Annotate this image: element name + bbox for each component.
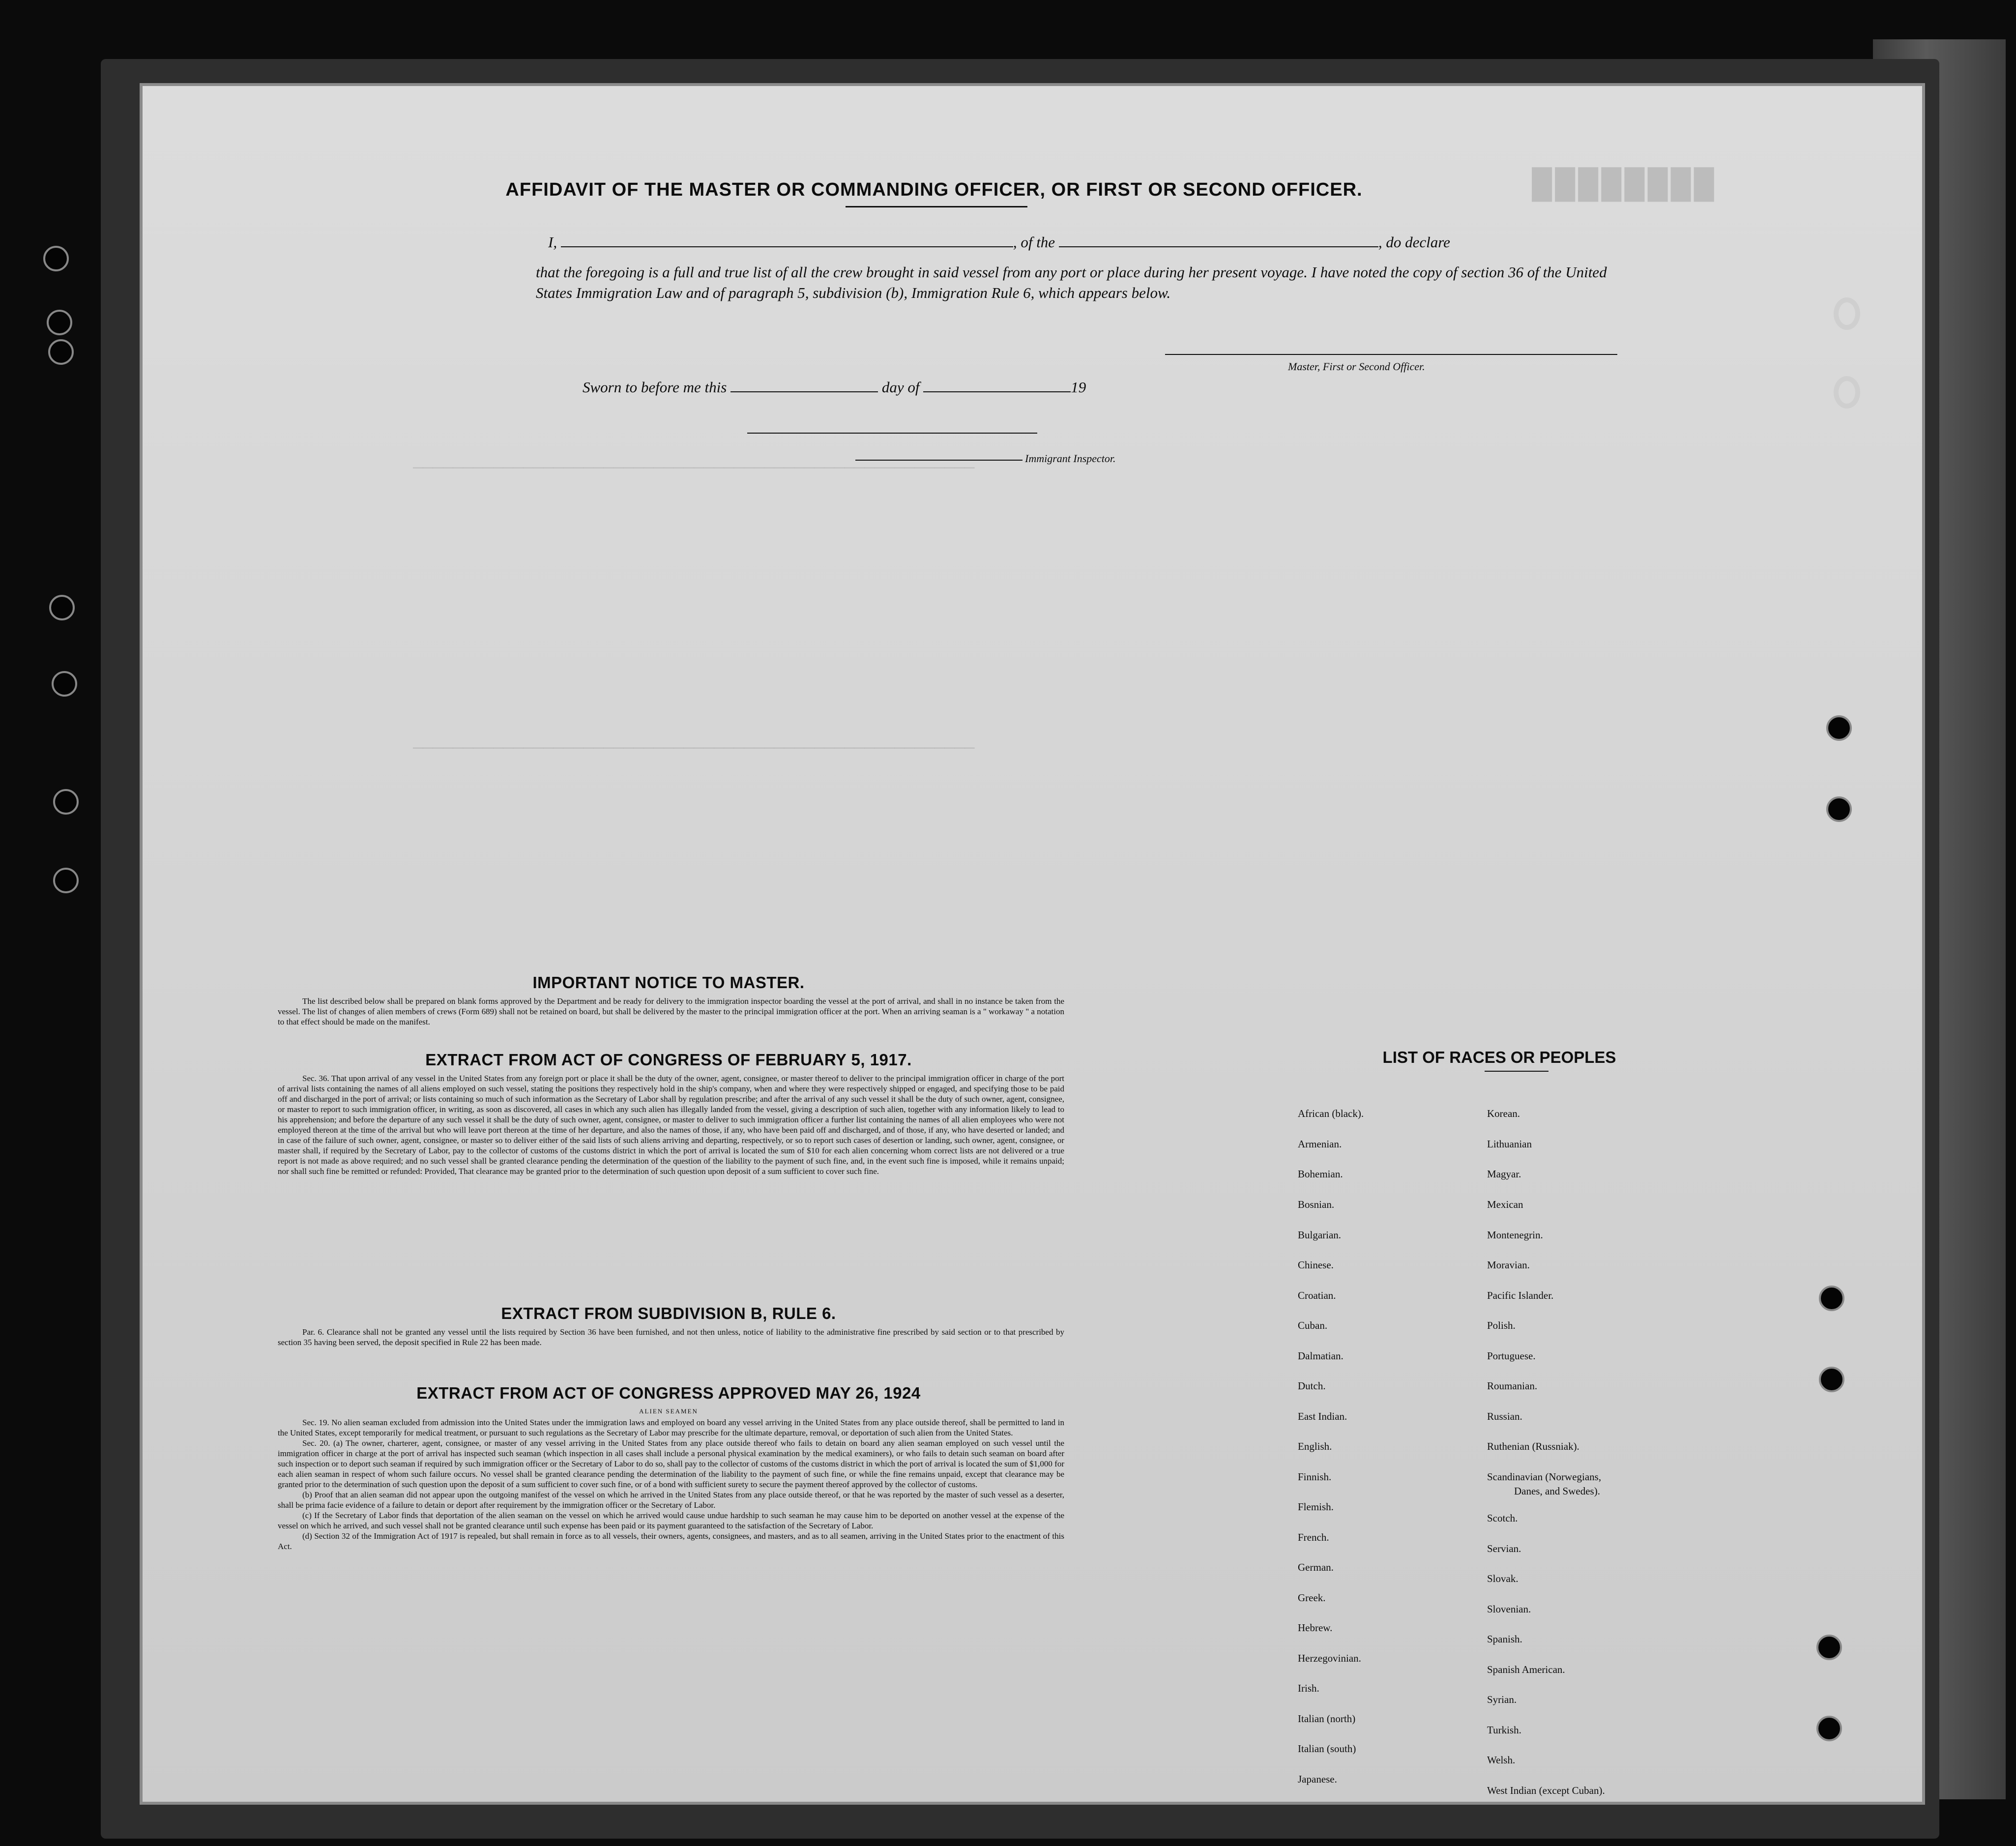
sworn-month-blank[interactable] bbox=[923, 379, 1071, 392]
race-item: Scandinavian (Norwegians, bbox=[1487, 1471, 1602, 1483]
race-item: German. bbox=[1298, 1561, 1334, 1573]
race-item: East Indian. bbox=[1298, 1410, 1347, 1422]
affidavit-i-label: I, bbox=[548, 234, 557, 251]
race-item: Dalmatian. bbox=[1298, 1350, 1344, 1362]
affidavit-statement: that the foregoing is a full and true list of all the crew brought in said vessel from any port or place during her present voyage. I have noted the copy of section 36 of the United States Immigration Law and of paragraph 5, subdivision (b), Immigration Rule 6, which appears below. bbox=[536, 264, 1607, 301]
extract-1924-subtitle: ALIEN SEAMEN bbox=[639, 1407, 698, 1415]
notice-text: The list described below shall be prepared on blank forms approved by the Department and be ready for delivery to the immigration inspector boarding the vessel at the port of arrival, and shall in no instance be taken from the vessel. The list of changes of alien members of crews (Form 689) shall not be retained on board, but shall be delivered by the master to the principal immigration officer at the port. When an arriving seaman is a " workaway " a notation to that effect should be made on the manifest. bbox=[278, 996, 1064, 1026]
extract-rule6-title: EXTRACT FROM SUBDIVISION B, RULE 6. bbox=[501, 1304, 836, 1322]
race-item: Ruthenian (Russniak). bbox=[1487, 1440, 1579, 1452]
binder-ring-hole bbox=[1834, 297, 1860, 330]
binder-hole bbox=[53, 789, 79, 815]
race-item: Danes, and Swedes). bbox=[1514, 1485, 1600, 1497]
race-item: Irish. bbox=[1298, 1682, 1319, 1694]
binder-hole bbox=[1816, 1635, 1842, 1660]
affidavit-declaration-line bbox=[548, 234, 1450, 251]
race-item: Italian (south) bbox=[1298, 1743, 1356, 1755]
sec-20b-paragraph: (b) Proof that an alien seaman did not appear upon the outgoing manifest of the vessel on which he arrived in the United States from any place outside thereof, or that he was reported by the master of such vessel as a deserter, shall be prima facie evidence of a failure to detain or deport after requirement by the immigration officer or the Secretary of Labor. bbox=[278, 1490, 1064, 1510]
affidavit-do-declare-label: , do declare bbox=[1378, 234, 1450, 251]
race-item: Armenian. bbox=[1298, 1138, 1342, 1150]
race-item: Herzegovinian. bbox=[1298, 1652, 1361, 1664]
race-item: French. bbox=[1298, 1531, 1329, 1543]
sworn-day-of-label: day of bbox=[881, 379, 920, 396]
race-item: English. bbox=[1298, 1440, 1332, 1452]
race-item: Welsh. bbox=[1487, 1754, 1516, 1766]
race-item: Japanese. bbox=[1298, 1773, 1337, 1785]
race-item: Slovak. bbox=[1487, 1573, 1519, 1584]
race-item: Korean. bbox=[1487, 1108, 1520, 1119]
notice-title: IMPORTANT NOTICE TO MASTER. bbox=[532, 973, 805, 992]
manifest-page bbox=[143, 86, 1922, 1802]
affidavit-title: AFFIDAVIT OF THE MASTER OR COMMANDING OFFICER, OR FIRST OR SECOND OFFICER. bbox=[505, 179, 1363, 200]
race-item: Polish. bbox=[1487, 1319, 1516, 1331]
race-item: Lithuanian bbox=[1487, 1138, 1532, 1150]
race-item: Chinese. bbox=[1298, 1259, 1334, 1271]
inspector-caption: Immigrant Inspector. bbox=[1025, 452, 1116, 465]
race-item: Cuban. bbox=[1298, 1319, 1328, 1331]
race-item: Finnish. bbox=[1298, 1471, 1332, 1483]
inspector-signature-line[interactable] bbox=[855, 460, 1023, 461]
race-item: Syrian. bbox=[1487, 1694, 1517, 1705]
race-item: Pacific Islander. bbox=[1487, 1289, 1554, 1301]
race-item: Roumanian. bbox=[1487, 1380, 1538, 1392]
race-item: Russian. bbox=[1487, 1410, 1522, 1422]
sworn-prefix: Sworn to before me this bbox=[583, 379, 727, 396]
binder-hole bbox=[1826, 796, 1852, 822]
sec-20c-paragraph: (c) If the Secretary of Labor finds that deportation of the alien seaman on the vessel on which he arrived would cause undue hardship to such seaman he may cause him to be deported on another vessel at the expense of the vessel on which he arrived, and such vessel shall not be granted clearance until such expense has been paid or its payment guaranteed to the satisfaction of the Secretary of Labor. bbox=[278, 1511, 1064, 1530]
race-item: Servian. bbox=[1487, 1543, 1521, 1554]
binder-hole bbox=[1819, 1286, 1844, 1311]
extract-1917-text: Sec. 36. That upon arrival of any vessel in the United States from any foreign port or place it shall be the duty of the owner, agent, consignee, or master thereof to deliver to the principal immigration officer in charge of the port of arrival lists containing the names of all aliens employed on such vessel, stating the positions they respectively hold in the ship's company, when and where they were respectively shipped or engaged, and specifying those to be paid off and discharged in the port of arrival; or lists containing so much of such information as the Secretary of Labor shall by regulation prescribe; and after the arrival of any such vessel it shall be the duty of such owner, agent, consignee, or master to report to such immigration officer, in writing, as soon as discovered, all cases in which any such alien has illegally landed from the vessel, giving a description of such alien, together with any information likely to lead to his apprehension; and before the departure of any such vessel it shall be the duty of such owner, agent, consignee, or master to deliver to such immigration officer a further list containing the names of all alien employees who were not employed thereon at the time of the arrival but who will leave port thereon at the time of her departure, and also the names of those, if any, who have been paid off and discharged, and of those, if any, who have deserted or landed; and in case of the failure of such owner, agent, consignee, or master so to deliver either of the said lists of such aliens arriving and departing, respectively, or so to report such cases of desertion or landing, such owner, agent, consignee, or master shall, if required by the Secretary of Labor, pay to the collector of customs of the customs district in which the port of arrival is located the sum of $10 for each alien concerning whom correct lists are not delivered or a true report is not made as above required; and no such vessel shall be granted clearance pending the determination of the question of the liability to the payment of such fine, and, in the event such fine is imposed, while it remains unpaid; nor shall such fine be remitted or refunded: Provided, That clearance may be granted prior to the determination of such question upon deposit of a sum sufficient to cover such fine. bbox=[278, 1074, 1064, 1176]
races-title: LIST OF RACES OR PEOPLES bbox=[1382, 1048, 1616, 1066]
sec-20a-paragraph: Sec. 20. (a) The owner, charterer, agent, consignee, or master of any vessel arriving in the United States from any place outside thereof who fails to detain on board any alien seaman employed on such vessel until the immigration officer in charge at the port of arrival has inspected such seaman (which inspection in all cases shall include a personal physical examination by the medical examiners), or who fails to detain such seaman on board after such inspection or to deport such seaman if required by such immigration officer or the Secretary of Labor to do so, shall pay to the collector of customs of the customs district in which the port of arrival is located the sum of $1,000 for each alien seaman in respect of whom such failure occurs. No vessel shall be granted clearance pending the determination of the liability to the payment of such fine, or while the fine remains unpaid, except that clearance may be granted prior to the determination of such question upon the deposit of a sum sufficient to cover such fine, or of a bond with sufficient surety to secure the payment thereof approved by the collector of customs. bbox=[278, 1438, 1064, 1489]
race-item: African (black). bbox=[1298, 1108, 1364, 1119]
sworn-line bbox=[583, 379, 1086, 396]
race-item: West Indian (except Cuban). bbox=[1487, 1785, 1605, 1796]
extract-1924-text bbox=[278, 1417, 1064, 1552]
extract-rule6-text: Par. 6. Clearance shall not be granted any vessel until the lists required by Section 36 have been furnished, and not then unless, notice of liability to the administrative fine prescribed by said section or to that prescribed by section 35 having been served, the deposit specified in Rule 22 has been made. bbox=[278, 1327, 1064, 1347]
binder-hole bbox=[43, 246, 69, 271]
race-item: Magyar. bbox=[1487, 1168, 1521, 1180]
binder-hole bbox=[1826, 715, 1852, 741]
bleed-through-heading: ████████ bbox=[1529, 168, 1714, 200]
race-item: Spanish American. bbox=[1487, 1664, 1565, 1675]
sec-19-paragraph: Sec. 19. No alien seaman excluded from admission into the United States under the immigration laws and employed on board any vessel arriving in the United States from any place outside thereof, shall be permitted to land in the United States, except temporarily for medical treatment, or pursuant to such regulations as the Secretary of Labor may prescribe for the ultimate departure, removal, or deportation of such alien from the United States. bbox=[278, 1418, 1064, 1437]
race-item: Moravian. bbox=[1487, 1259, 1530, 1271]
race-item: Bulgarian. bbox=[1298, 1229, 1342, 1241]
binder-hole bbox=[47, 310, 72, 335]
race-item: Dutch. bbox=[1298, 1380, 1326, 1392]
binder-hole bbox=[1816, 1716, 1842, 1741]
binder-hole bbox=[1819, 1367, 1844, 1392]
race-item: Scotch. bbox=[1487, 1512, 1518, 1524]
master-signature-line[interactable] bbox=[1165, 354, 1617, 355]
race-item: Italian (north) bbox=[1298, 1713, 1356, 1725]
race-item: Croatian. bbox=[1298, 1289, 1336, 1301]
binder-hole bbox=[53, 868, 79, 893]
affidavit-title-rule bbox=[846, 206, 1027, 207]
race-item: Greek. bbox=[1298, 1592, 1326, 1604]
inspector-upper-line bbox=[747, 433, 1037, 434]
sec-20d-paragraph: (d) Section 32 of the Immigration Act of 1917 is repealed, but shall remain in force as to all vessels, their owners, agents, consignees, and masters, and as to all seamen, arriving in the United States prior to the enactment of this Act. bbox=[278, 1531, 1064, 1551]
race-item: Flemish. bbox=[1298, 1501, 1334, 1513]
extract-1924-title: EXTRACT FROM ACT OF CONGRESS APPROVED MAY 26, 1924 bbox=[416, 1384, 921, 1402]
race-item: Spanish. bbox=[1487, 1633, 1522, 1645]
extract-1917-title: EXTRACT FROM ACT OF CONGRESS OF FEBRUARY 5, 1917. bbox=[425, 1051, 912, 1069]
race-item: Hebrew. bbox=[1298, 1622, 1333, 1634]
races-title-rule bbox=[1485, 1071, 1549, 1072]
race-item: Bohemian. bbox=[1298, 1168, 1343, 1180]
race-item: Slovenian. bbox=[1487, 1603, 1531, 1615]
race-item: Bosnian. bbox=[1298, 1199, 1335, 1210]
race-item: Turkish. bbox=[1487, 1724, 1521, 1736]
binder-ring-hole bbox=[1834, 376, 1860, 409]
bleed-through-row: ──────────────────────────────────────────────────────── bbox=[413, 740, 975, 759]
binder-hole bbox=[52, 671, 77, 697]
binder-hole bbox=[48, 339, 74, 365]
bleed-through-row: ──────────────────────────────────────────────────────── bbox=[413, 460, 975, 478]
affidavit-of-the-label: , of the bbox=[1013, 234, 1055, 251]
race-item: Montenegrin. bbox=[1487, 1229, 1543, 1241]
vessel-blank[interactable] bbox=[1059, 234, 1378, 247]
name-blank[interactable] bbox=[561, 234, 1013, 247]
sworn-year-label: 19 bbox=[1071, 379, 1086, 396]
race-item: Mexican bbox=[1487, 1199, 1523, 1210]
binder-hole bbox=[49, 595, 75, 620]
master-caption: Master, First or Second Officer. bbox=[1288, 360, 1425, 373]
sworn-day-blank[interactable] bbox=[730, 379, 878, 392]
race-item: Portuguese. bbox=[1487, 1350, 1536, 1362]
